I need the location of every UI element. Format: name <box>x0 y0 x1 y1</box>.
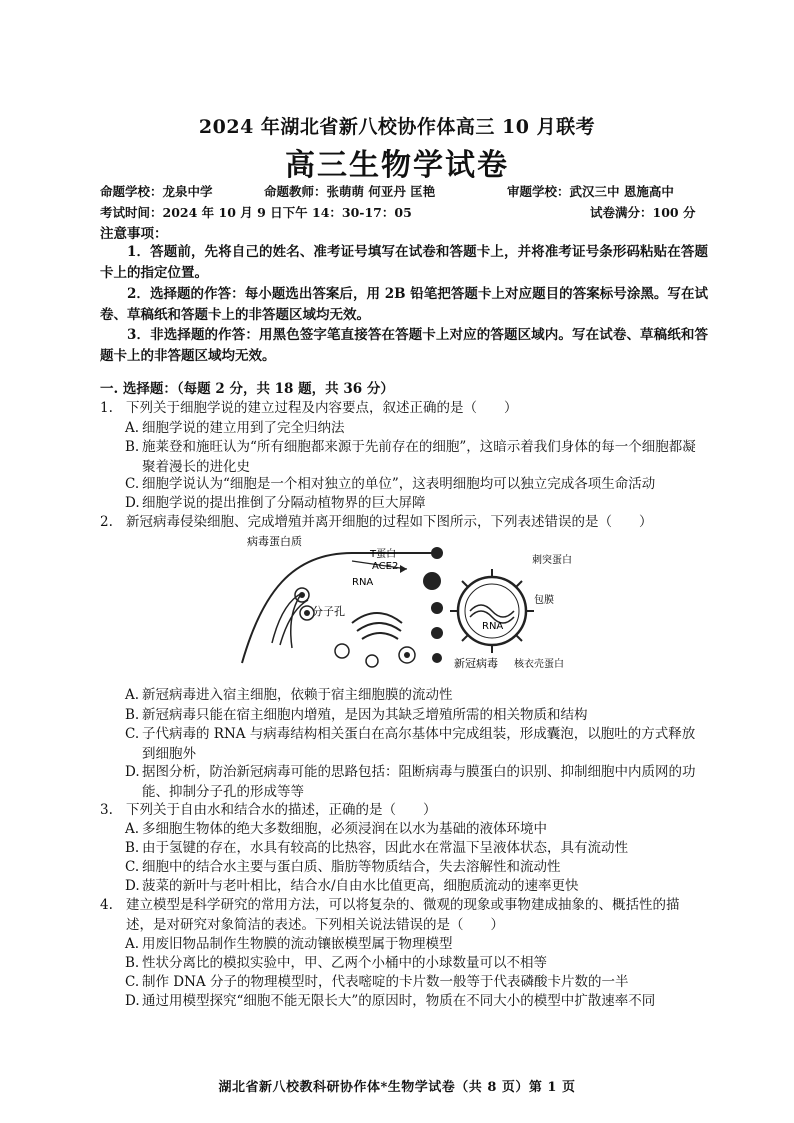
question-number: 1. <box>100 400 113 416</box>
option-text: 由于氢键的存在，水具有较高的比热容，因此水在常温下呈液体状态，具有流动性 <box>142 840 628 856</box>
label-envelope: 包膜 <box>534 595 554 606</box>
option-text: 细胞学说的建立用到了完全归纳法 <box>142 420 345 436</box>
full-score: 试卷满分：100 分 <box>590 205 696 220</box>
option-label: C. <box>125 726 140 742</box>
question-option <box>125 705 700 725</box>
question-option <box>125 685 700 705</box>
vesicle <box>335 644 349 658</box>
question-option <box>125 991 700 1011</box>
option-label: D. <box>125 993 140 1009</box>
option-text: 细胞学说认为“细胞是一个相对独立的单位”，这表明细胞均可以独立完成各项生命活动 <box>142 476 656 492</box>
virus-infection-diagram <box>232 533 572 683</box>
option-label: B. <box>125 955 140 971</box>
option-text: 用废旧物品制作生物膜的流动镶嵌模型属于物理模型 <box>142 936 453 952</box>
exam-time: 考试时间：2024 年 10 月 9 日下午 14：30-17：05 <box>100 205 412 220</box>
released-virion <box>431 602 443 614</box>
question-option <box>125 953 700 973</box>
option-text: 施莱登和施旺认为“所有细胞都来源于先前存在的细胞”，这暗示着我们身体的每一个细胞都凝聚着漫长的进化史 <box>142 439 696 475</box>
released-virion <box>432 653 442 663</box>
question-option <box>125 972 700 992</box>
label-molecular-pore: 分子孔 <box>312 605 345 618</box>
option-text: 制作 DNA 分子的物理模型时，代表嘧啶的卡片数一般等于代表磷酸卡片数的一半 <box>142 974 629 990</box>
option-label: C. <box>125 859 140 875</box>
question-text: 建立模型是科学研究的常用方法，可以将复杂的、微观的现象或事物建成抽象的、概括性的描述，是对研究对象简洁的表述。下列相关说法错误的是（ ） <box>126 897 680 933</box>
note-item: 3．非选择题的作答：用黑色签字笔直接答在答题卡上对应的答题区域内。写在试卷、草稿纸和答题卡上的非答题区域均无效。 <box>100 327 708 364</box>
released-virion <box>431 627 443 639</box>
option-label: C. <box>125 974 140 990</box>
option-label: B. <box>125 439 140 455</box>
label-viral-protein: 病毒蛋白质 <box>247 535 302 548</box>
option-label: D. <box>125 878 140 894</box>
proposition-school: 命题学校：龙泉中学 <box>100 184 213 199</box>
option-label: C. <box>125 476 140 492</box>
option-label: A. <box>125 420 140 436</box>
question-option <box>125 493 700 513</box>
option-text: 新冠病毒进入宿主细胞，依赖于宿主细胞膜的流动性 <box>142 687 453 703</box>
question-option <box>125 876 700 896</box>
option-text: 据图分析，防治新冠病毒可能的思路包括：阻断病毒与膜蛋白的识别、抑制细胞中内质网的功能、抑制分子孔的形成等等 <box>142 764 696 800</box>
proposition-teachers: 命题教师：张萌萌 何亚丹 匡艳 <box>264 184 436 199</box>
question-stem <box>100 800 700 820</box>
option-label: D. <box>125 764 140 780</box>
question-text: 下列关于细胞学说的建立过程及内容要点，叙述正确的是（ ） <box>126 400 518 416</box>
golgi-apparatus <box>352 613 402 623</box>
option-label: A. <box>125 936 140 952</box>
question-text: 下列关于自由水和结合水的描述，正确的是（ ） <box>126 802 437 818</box>
question-option <box>125 819 700 839</box>
label-ace2: ACE2 <box>372 561 399 572</box>
question-stem <box>100 512 700 532</box>
question-option <box>125 474 700 494</box>
option-text: 菠菜的新叶与老叶相比，结合水/自由水比值更高，细胞质流动的速率更快 <box>142 878 579 894</box>
option-label: A. <box>125 821 140 837</box>
question-stem <box>100 398 700 418</box>
paper-title: 高三生物学试卷 <box>285 148 509 183</box>
option-text: 新冠病毒只能在宿主细胞内增殖，是因为其缺乏增殖所需的相关物质和结构 <box>142 707 588 723</box>
option-text: 细胞中的结合水主要与蛋白质、脂肪等物质结合，失去溶解性和流动性 <box>142 859 561 875</box>
question-option <box>125 838 700 858</box>
coronavirus-particle <box>450 569 534 653</box>
option-text: 细胞学说的提出推倒了分隔动植物界的巨大屏障 <box>142 495 426 511</box>
option-text: 性状分离比的模拟实验中，甲、乙两个小桶中的小球数量可以不相等 <box>142 955 547 971</box>
option-label: B. <box>125 840 140 856</box>
question-option <box>125 437 700 477</box>
question-option <box>125 762 700 802</box>
vesicle <box>366 655 378 667</box>
question-number: 3. <box>100 802 113 818</box>
entering-virus <box>423 572 441 590</box>
option-label: B. <box>125 707 140 723</box>
option-label: A. <box>125 687 140 703</box>
page-footer: 湖北省新八校教科研协作体*生物学试卷（共 8 页）第 1 页 <box>218 1080 576 1095</box>
question-stem <box>100 895 700 935</box>
option-text: 多细胞生物体的绝大多数细胞，必须浸润在以水为基础的液体环境中 <box>142 821 547 837</box>
option-text: 通过用模型探究“细胞不能无限长大”的原因时，物质在不同大小的模型中扩散速率不同 <box>142 993 656 1009</box>
section-heading: 一. 选择题：（每题 2 分，共 18 题，共 36 分） <box>100 381 394 397</box>
notes-heading: 注意事项： <box>100 226 168 242</box>
exam-series-title: 2024 年湖北省新八校协作体高三 10 月联考 <box>198 116 596 138</box>
note-item: 2．选择题的作答：每小题选出答案后，用 2B 铅笔把答题卡上对应题目的答案标号涂黑。写在试卷、草稿纸和答题卡上的非答题区域均无效。 <box>100 286 708 323</box>
question-text: 新冠病毒侵染细胞、完成增殖并离开细胞的过程如下图所示，下列表述错误的是（ ） <box>126 514 653 530</box>
option-text: 子代病毒的 RNA 与病毒结构相关蛋白在高尔基体中完成组装，形成囊泡，以胞吐的方式释放到细胞外 <box>142 726 696 762</box>
option-label: D. <box>125 495 140 511</box>
question-option <box>125 724 700 764</box>
question-option <box>125 857 700 877</box>
question-number: 4. <box>100 897 113 913</box>
note-item: 1．答题前，先将自己的姓名、准考证号填写在试卷和答题卡上，并将准考证号条形码粘贴在答题卡上的指定位置。 <box>100 244 708 281</box>
review-school: 审题学校：武汉三中 恩施高中 <box>507 184 674 199</box>
label-capsid: 核衣壳蛋白 <box>514 659 564 670</box>
label-rna-center: RNA <box>482 621 504 632</box>
question-option <box>125 934 700 954</box>
question-number: 2. <box>100 514 113 530</box>
label-rna-left: RNA <box>352 577 374 588</box>
question-option <box>125 418 700 438</box>
label-t-protein: T蛋白 <box>370 549 397 560</box>
label-spike: 刺突蛋白 <box>532 555 572 566</box>
label-virus-name: 新冠病毒 <box>454 657 498 670</box>
